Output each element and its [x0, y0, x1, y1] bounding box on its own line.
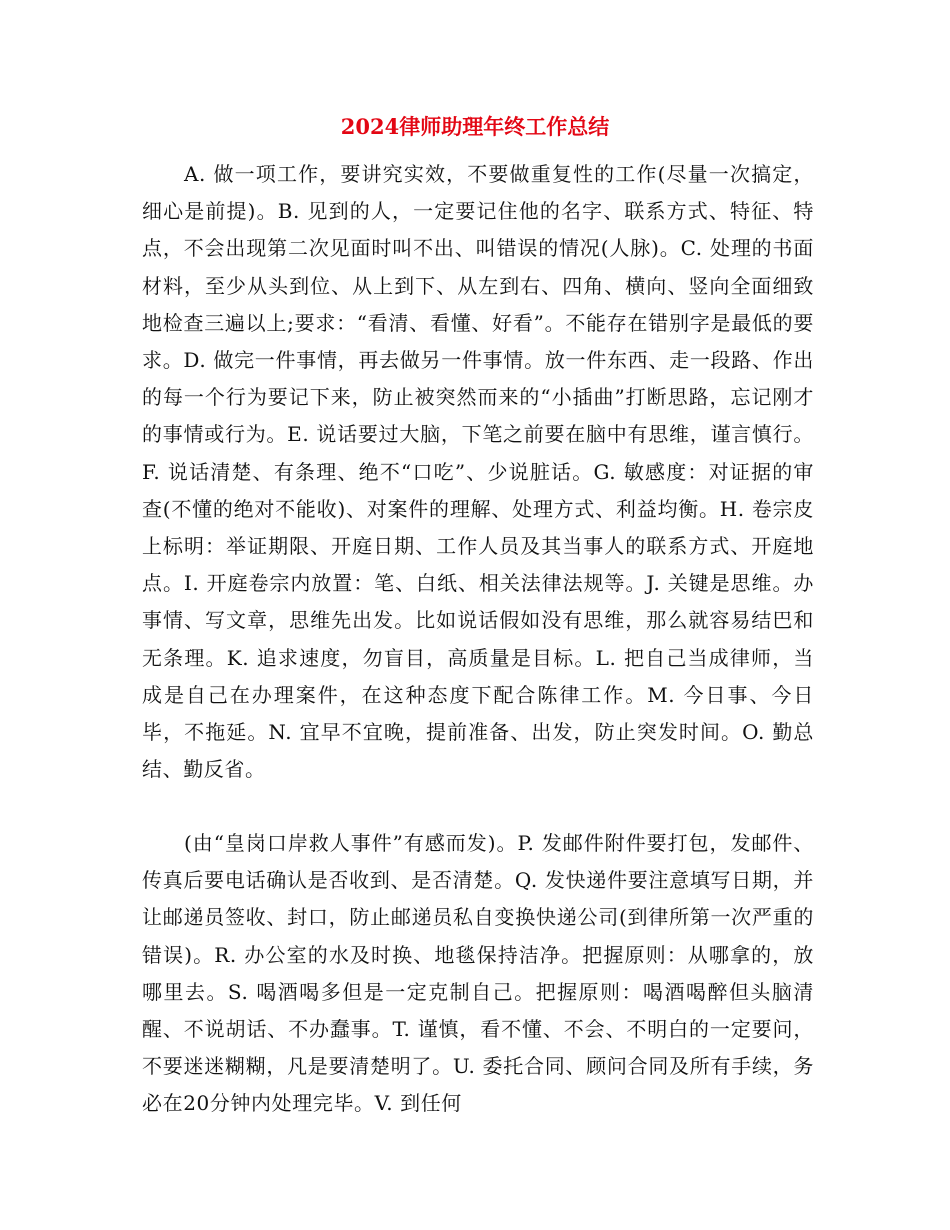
body-paragraph-2: (由“皇岗口岸救人事件”有感而发)。P. 发邮件附件要打包，发邮件、传真后要电话确认是否收到、是否清楚。Q. 发快递件要注意填写日期，并让邮递员签收、封口，防止邮递员私自变换快递公司(到律所第一次严重的错误)。R. 办公室的水及时换、地毯保持洁净。把握原则：从哪拿的，放哪里去。S. 喝酒喝多但是一定克制自己。把握原则：喝酒喝醉但头脑清醒、不说胡话、不办蠢事。T. 谨慎，看不懂、不会、不明白的一定要问，不要迷迷糊糊，凡是要清楚明了。U. 委托合同、顾问合同及所有手续，务必在20分钟内处理完毕。V. 到任何 — [142, 831, 814, 1116]
body-paragraph-1: A. 做一项工作，要讲究实效，不要做重复性的工作(尽量一次搞定，细心是前提)。B. 见到的人，一定要记住他的名字、联系方式、特征、特点，不会出现第二次见面时叫不出、叫错误的情况(人脉)。C. 处理的书面材料，至少从头到位、从上到下、从左到右、四角、横向、竖向全面细致地检查三遍以上;要求：“看清、看懂、好看”。不能存在错别字是最低的要求。D. 做完一件事情，再去做另一件事情。放一件东西、走一段路、作出的每一个行为要记下来，防止被突然而来的“小插曲”打断思路，忘记刚才的事情或行为。E. 说话要过大脑，下笔之前要在脑中有思维，谨言慎行。F. 说话清楚、有条理、绝不“口吃”、少说脏话。G. 敏感度：对证据的审查(不懂的绝对不能收)、对案件的理解、处理方式、利益均衡。H. 卷宗皮上标明：举证期限、开庭日期、工作人员及其当事人的联系方式、开庭地点。I. 开庭卷宗内放置：笔、白纸、相关法律法规等。J. 关键是思维。办事情、写文章，思维先出发。比如说话假如没有思维，那么就容易结巴和无条理。K. 追求速度，勿盲目，高质量是目标。L. 把自己当成律师，当成是自己在办理案件，在这种态度下配合陈律工作。M. 今日事、今日毕，不拖延。N. 宜早不宜晚，提前准备、出发，防止突发时间。O. 勤总结、勤反省。 — [142, 162, 814, 782]
document-title: 2024律师助理年终工作总结 — [340, 114, 610, 139]
